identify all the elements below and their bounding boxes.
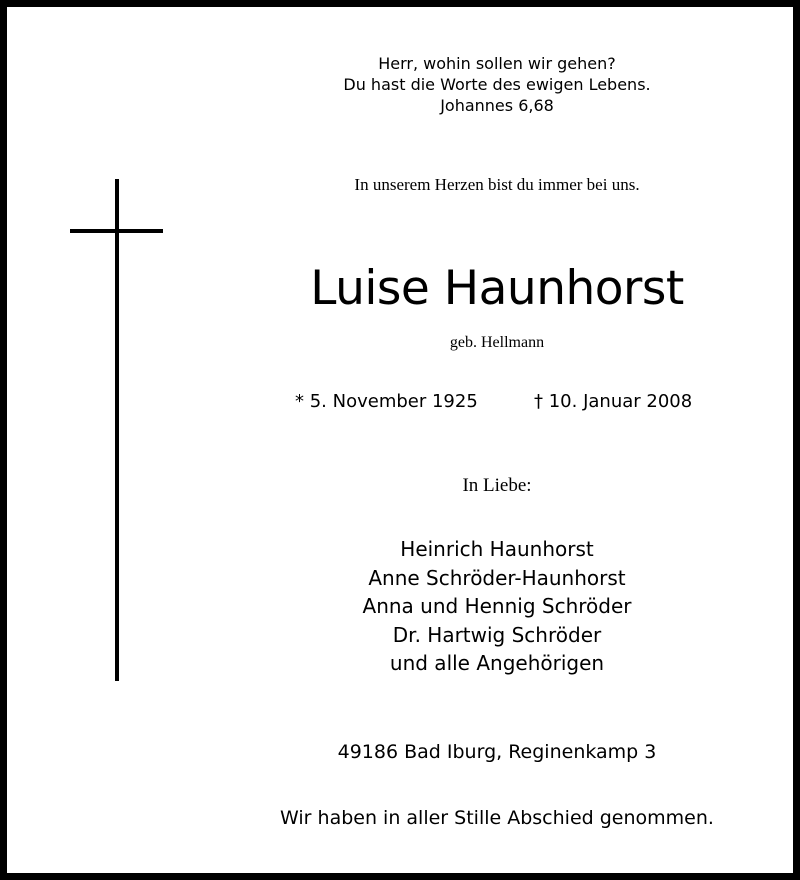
- bible-verse: [237, 53, 757, 116]
- verse-line-1: Herr, wohin sollen wir gehen?: [378, 54, 616, 73]
- maiden-name: geb. Hellmann: [449, 334, 545, 351]
- verse-reference: Johannes 6,68: [440, 96, 554, 115]
- mourners-list: [237, 535, 757, 678]
- mourner-name: Anne Schröder-Haunhorst: [368, 565, 626, 590]
- mourner-name: Anna und Hennig Schröder: [362, 594, 632, 618]
- cross-icon-horizontal-bar: [70, 229, 163, 233]
- deceased-name: Luise Haunhorst: [310, 261, 684, 316]
- birth-date: * 5. November 1925: [295, 391, 478, 412]
- mourner-name: Heinrich Haunhorst: [400, 537, 594, 561]
- verse-line-2: Du hast die Worte des ewigen Lebens.: [343, 75, 651, 94]
- cross-icon-vertical-bar: [115, 179, 119, 681]
- farewell-note: Wir haben in aller Stille Abschied genommen.: [280, 807, 714, 829]
- mourner-name: Dr. Hartwig Schröder: [392, 622, 602, 647]
- mourner-name: und alle Angehörigen: [389, 651, 605, 675]
- remembrance-line: In unserem Herzen bist du immer bei uns.: [354, 175, 640, 194]
- love-heading: In Liebe:: [462, 475, 532, 496]
- family-address: 49186 Bad Iburg, Reginenkamp 3: [337, 741, 657, 763]
- death-date: † 10. Januar 2008: [534, 391, 693, 412]
